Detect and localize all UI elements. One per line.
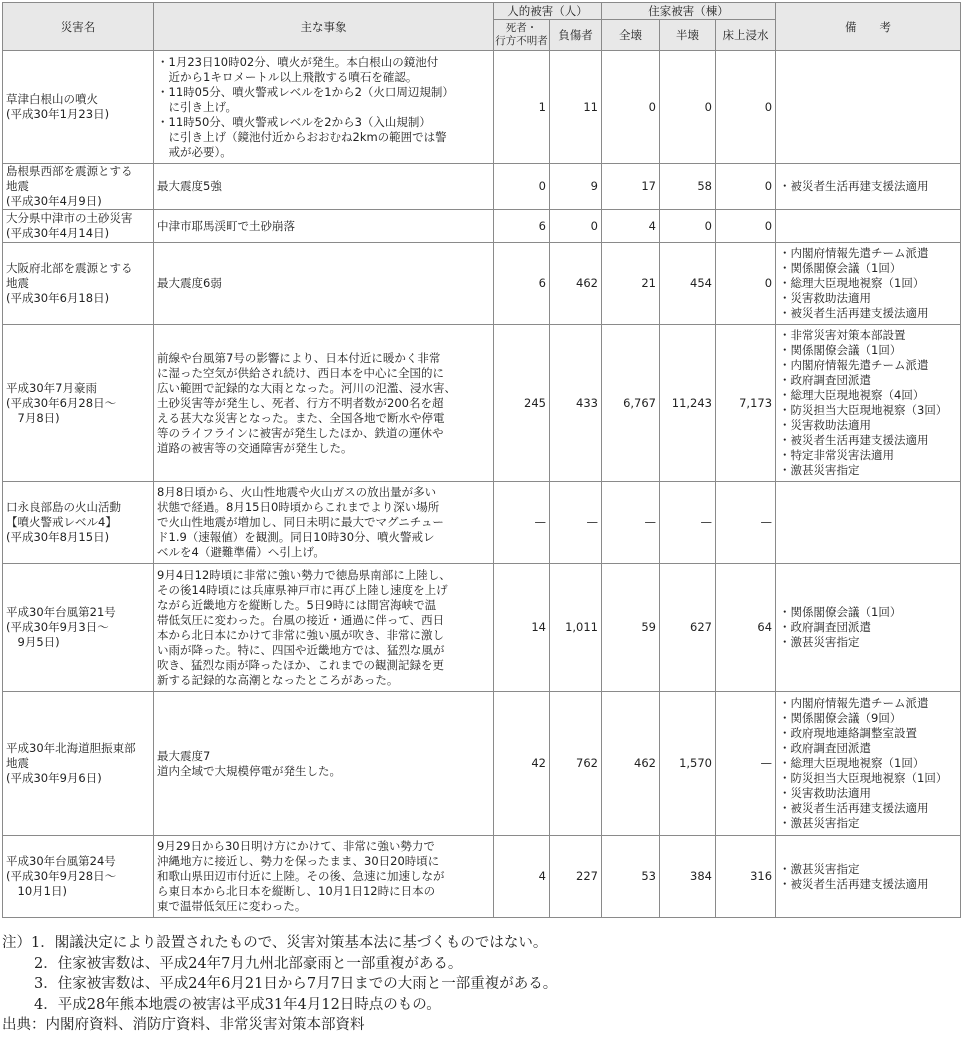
note-item: ・特定非常災害法適用 bbox=[779, 448, 895, 462]
floor-flooded-count: 0 bbox=[716, 210, 776, 243]
event-line: 中津市耶馬渓町で土砂崩落 bbox=[157, 218, 295, 233]
event-line: その後14時頃には兵庫県神戸市に再び上陸し速度を上げ bbox=[157, 582, 448, 597]
injured-count: 9 bbox=[550, 164, 602, 210]
footnote-line-1 bbox=[2, 933, 557, 954]
header-floor-flooded: 床上浸水 bbox=[716, 20, 776, 51]
floor-flooded-count: 7,173 bbox=[716, 325, 776, 482]
name-line: 平成30年台風第21号 bbox=[6, 605, 116, 619]
event-line: 帯低気圧に変わった。台風の接近・通過に伴って、西日 bbox=[157, 612, 445, 627]
event-line: 最大震度7 bbox=[157, 748, 211, 763]
note-item: ・災害救助法適用 bbox=[779, 291, 872, 305]
table-row bbox=[3, 836, 961, 918]
injured-count: 433 bbox=[550, 325, 602, 482]
note-item: ・政府調査団派遣 bbox=[779, 620, 872, 634]
name-line: (平成30年4月14日) bbox=[6, 226, 110, 240]
name-line: (平成30年6月28日〜 bbox=[6, 395, 117, 410]
disaster-name-cell bbox=[3, 51, 154, 164]
disaster-name-cell bbox=[3, 482, 154, 564]
table-row bbox=[3, 210, 961, 243]
header-dead-line-1: 死者・ bbox=[505, 22, 538, 34]
notes-cell bbox=[776, 325, 961, 482]
table-row bbox=[3, 164, 961, 210]
event-cell bbox=[154, 325, 494, 482]
event-line: に引き上げ（鏡池付近からおおむね2kmの範囲では警 bbox=[157, 129, 447, 144]
disaster-name-cell bbox=[3, 692, 154, 836]
half-destroyed-count: — bbox=[660, 482, 716, 564]
note-item: ・政府調査団派遣 bbox=[779, 741, 872, 755]
table-row bbox=[3, 243, 961, 325]
name-line: (平成30年4月9日) bbox=[6, 194, 102, 208]
name-line: 7月8日) bbox=[6, 410, 60, 425]
event-line: ・1月23日10時02分、噴火が発生。本白根山の鏡池付 bbox=[157, 54, 439, 69]
event-line: 最大震度6弱 bbox=[157, 276, 222, 290]
notes-cell bbox=[776, 836, 961, 918]
injured-count: 762 bbox=[550, 692, 602, 836]
name-line: 平成30年7月豪雨 bbox=[6, 380, 97, 395]
name-line: 地震 bbox=[6, 756, 29, 770]
source-line: 出典：内閣府資料、消防庁資料、非常災害対策本部資料 bbox=[2, 1017, 365, 1033]
event-line: 状態で経過。8月15日0時頃からこれまでより深い場所 bbox=[157, 500, 440, 514]
notes-cell bbox=[776, 51, 961, 164]
full-destroyed-count: 6,767 bbox=[602, 325, 660, 482]
dead-count: 6 bbox=[494, 243, 550, 325]
disaster-name-cell bbox=[3, 564, 154, 692]
table-row bbox=[3, 564, 961, 692]
half-destroyed-count: 454 bbox=[660, 243, 716, 325]
event-line: ながら近畿地方を縦断した。5日9時には間宮海峡で温 bbox=[157, 597, 437, 612]
event-line: ・11時05分、噴火警戒レベルを1から2（火口周辺規制） bbox=[157, 84, 454, 99]
name-line: (平成30年6月18日) bbox=[6, 291, 110, 305]
name-line: 口永良部島の火山活動 bbox=[6, 500, 121, 514]
injured-count: 11 bbox=[550, 51, 602, 164]
event-line: 8月8日頃から、火山性地震や火山ガスの放出量が多い bbox=[157, 485, 437, 499]
event-cell bbox=[154, 243, 494, 325]
notes-cell bbox=[776, 164, 961, 210]
event-line: ド1.9（速報値）を観測。同日10時30分、噴火警戒レ bbox=[157, 530, 435, 544]
footnote-item: 4．平成28年熊本地震の被害は平成31年4月12日時点のもの。 bbox=[34, 996, 441, 1013]
note-item: ・被災者生活再建支援法適用 bbox=[779, 433, 929, 447]
event-cell bbox=[154, 51, 494, 164]
header-full-destroyed: 全壊 bbox=[602, 20, 660, 51]
notes-cell bbox=[776, 692, 961, 836]
footnote-item: 2．住家被害数は、平成24年7月九州北部豪雨と一部重複がある。 bbox=[34, 955, 463, 972]
dead-count: 6 bbox=[494, 210, 550, 243]
note-item: ・内閣府情報先遣チーム派遣 bbox=[779, 246, 929, 260]
dead-count: — bbox=[494, 482, 550, 564]
disaster-name-cell bbox=[3, 243, 154, 325]
name-line: 【噴火警戒レベル4】 bbox=[6, 515, 117, 529]
floor-flooded-count: 0 bbox=[716, 51, 776, 164]
header-dead-missing bbox=[494, 20, 550, 51]
event-line: 土砂災害等が発生し、死者、行方不明者数が200名を超 bbox=[157, 395, 444, 410]
name-line: 地震 bbox=[6, 276, 29, 290]
event-line: 東で温帯低気圧に変わった。 bbox=[157, 899, 307, 913]
notes-cell bbox=[776, 210, 961, 243]
injured-count: 1,011 bbox=[550, 564, 602, 692]
name-line: 大分県中津市の土砂災害 bbox=[6, 211, 133, 225]
note-item: ・被災者生活再建支援法適用 bbox=[779, 876, 929, 891]
event-line: 9月29日から30日明け方にかけて、非常に強い勢力で bbox=[157, 839, 435, 853]
name-line: 9月5日) bbox=[6, 635, 60, 649]
footnotes bbox=[2, 933, 557, 1036]
header-injured: 負傷者 bbox=[550, 20, 602, 51]
header-house-damage: 住家被害（棟） bbox=[602, 3, 776, 20]
floor-flooded-count: 0 bbox=[716, 164, 776, 210]
note-item: ・激甚災害指定 bbox=[779, 635, 860, 649]
half-destroyed-count: 384 bbox=[660, 836, 716, 918]
event-cell bbox=[154, 164, 494, 210]
footnote-item: 1．閣議決定により設置されたもので、災害対策基本法に基づくものではない。 bbox=[31, 935, 548, 951]
note-item: ・激甚災害指定 bbox=[779, 861, 860, 876]
table-row bbox=[3, 482, 961, 564]
note-item: ・政府現地連絡調整室設置 bbox=[779, 726, 918, 740]
name-line: 平成30年北海道胆振東部 bbox=[6, 741, 136, 755]
half-destroyed-count: 0 bbox=[660, 51, 716, 164]
name-line: 草津白根山の噴火 bbox=[6, 92, 98, 106]
note-item: ・防災担当大臣現地視察（3回） bbox=[779, 403, 948, 417]
note-item: ・被災者生活再建支援法適用 bbox=[779, 179, 929, 193]
name-line: 島根県西部を震源とする bbox=[6, 164, 133, 178]
full-destroyed-count: 53 bbox=[602, 836, 660, 918]
name-line: 平成30年台風第24号 bbox=[6, 854, 116, 868]
event-line: 和歌山県田辺市付近に上陸。その後、急速に加速しなが bbox=[157, 869, 445, 883]
note-item: ・非常災害対策本部設置 bbox=[779, 328, 906, 342]
event-line: 広い範囲で記録的な大雨となった。河川の氾濫、浸水害、 bbox=[157, 380, 456, 395]
notes-cell bbox=[776, 243, 961, 325]
note-item: ・被災者生活再建支援法適用 bbox=[779, 306, 929, 320]
injured-count: 227 bbox=[550, 836, 602, 918]
header-dead-line-2: 行方不明者 bbox=[495, 35, 548, 47]
event-line: 新する記録的な高潮となったところがあった。 bbox=[157, 672, 399, 687]
event-line: 本から北日本にかけて非常に強い風が吹き、非常に激し bbox=[157, 627, 445, 642]
note-item: ・総理大臣現地視察（1回） bbox=[779, 756, 925, 770]
header-human-damage: 人的被害（人） bbox=[494, 3, 602, 20]
header-notes: 備 考 bbox=[776, 3, 961, 51]
event-line: える甚大な災害となった。また、全国各地で断水や停電 bbox=[157, 410, 445, 425]
dead-count: 4 bbox=[494, 836, 550, 918]
floor-flooded-count: — bbox=[716, 482, 776, 564]
full-destroyed-count: 0 bbox=[602, 51, 660, 164]
dead-count: 0 bbox=[494, 164, 550, 210]
floor-flooded-count: — bbox=[716, 692, 776, 836]
floor-flooded-count: 0 bbox=[716, 243, 776, 325]
full-destroyed-count: — bbox=[602, 482, 660, 564]
event-line: に湿った空気が供給され続け、西日本を中心に全国的に bbox=[157, 365, 445, 380]
event-line: 沖縄地方に接近し、勢力を保ったまま、30日20時頃に bbox=[157, 854, 440, 868]
event-line: ベルを4（避難準備）へ引上げ。 bbox=[157, 545, 325, 559]
notes-cell bbox=[776, 482, 961, 564]
event-line: 前線や台風第7号の影響により、日本付近に暖かく非常 bbox=[157, 350, 441, 365]
table-row bbox=[3, 325, 961, 482]
note-item: ・災害救助法適用 bbox=[779, 418, 872, 432]
full-destroyed-count: 21 bbox=[602, 243, 660, 325]
note-item: ・災害救助法適用 bbox=[779, 786, 872, 800]
header-main-event: 主な事象 bbox=[154, 3, 494, 51]
injured-count: 462 bbox=[550, 243, 602, 325]
note-item: ・防災担当大臣現地視察（1回） bbox=[779, 771, 948, 785]
half-destroyed-count: 58 bbox=[660, 164, 716, 210]
half-destroyed-count: 627 bbox=[660, 564, 716, 692]
name-line: 地震 bbox=[6, 179, 29, 193]
note-item: ・激甚災害指定 bbox=[779, 816, 860, 830]
event-line: 戒が必要）。 bbox=[157, 144, 232, 159]
event-line: 道内全域で大規模停電が発生した。 bbox=[157, 763, 341, 778]
full-destroyed-count: 59 bbox=[602, 564, 660, 692]
floor-flooded-count: 64 bbox=[716, 564, 776, 692]
name-line: 10月1日) bbox=[6, 884, 67, 898]
event-line: 吹き、猛烈な雨が降ったほか、これまでの観測記録を更 bbox=[157, 657, 445, 672]
note-item: ・政府調査団派遣 bbox=[779, 373, 872, 387]
header-half-destroyed: 半壊 bbox=[660, 20, 716, 51]
event-line: に引き上げ。 bbox=[157, 99, 238, 114]
note-item: ・総理大臣現地視察（1回） bbox=[779, 276, 925, 290]
event-line: 近から1キロメートル以上飛散する噴石を確認。 bbox=[157, 69, 418, 84]
disaster-name-cell bbox=[3, 325, 154, 482]
name-line: 大阪府北部を震源とする bbox=[6, 261, 133, 275]
injured-count: 0 bbox=[550, 210, 602, 243]
floor-flooded-count: 316 bbox=[716, 836, 776, 918]
note-item: ・内閣府情報先遣チーム派遣 bbox=[779, 358, 929, 372]
event-line: 9月4日12時頃に非常に強い勢力で徳島県南部に上陸し、 bbox=[157, 567, 451, 582]
dead-count: 14 bbox=[494, 564, 550, 692]
half-destroyed-count: 1,570 bbox=[660, 692, 716, 836]
note-item: ・関係閣僚会議（1回） bbox=[779, 261, 902, 275]
full-destroyed-count: 4 bbox=[602, 210, 660, 243]
event-line: い雨が降った。特に、四国や近畿地方では、猛烈な風が bbox=[157, 642, 445, 657]
disaster-name-cell bbox=[3, 210, 154, 243]
half-destroyed-count: 11,243 bbox=[660, 325, 716, 482]
dead-count: 245 bbox=[494, 325, 550, 482]
half-destroyed-count: 0 bbox=[660, 210, 716, 243]
disaster-table bbox=[2, 2, 961, 918]
event-line: 道路の被害等の交通障害が発生した。 bbox=[157, 440, 353, 455]
full-destroyed-count: 17 bbox=[602, 164, 660, 210]
event-cell bbox=[154, 482, 494, 564]
name-line: (平成30年9月6日) bbox=[6, 771, 102, 785]
event-line: で火山性地震が増加し、同日未明に最大でマグニチュー bbox=[157, 515, 444, 529]
table-row bbox=[3, 692, 961, 836]
event-line: ・11時50分、噴火警戒レベルを2から3（入山規制） bbox=[157, 114, 431, 129]
note-item: ・関係閣僚会議（1回） bbox=[779, 343, 902, 357]
name-line: (平成30年8月15日) bbox=[6, 530, 110, 544]
event-cell bbox=[154, 836, 494, 918]
note-item: ・関係閣僚会議（1回） bbox=[779, 605, 902, 619]
name-line: (平成30年9月28日〜 bbox=[6, 869, 117, 883]
full-destroyed-count: 462 bbox=[602, 692, 660, 836]
note-item: ・激甚災害指定 bbox=[779, 463, 860, 477]
disaster-name-cell bbox=[3, 164, 154, 210]
note-item: ・総理大臣現地視察（4回） bbox=[779, 388, 925, 402]
event-cell bbox=[154, 210, 494, 243]
injured-count: — bbox=[550, 482, 602, 564]
disaster-name-cell bbox=[3, 836, 154, 918]
event-cell bbox=[154, 692, 494, 836]
event-cell bbox=[154, 564, 494, 692]
header-disaster-name: 災害名 bbox=[3, 3, 154, 51]
footnote-label: 注） bbox=[2, 935, 31, 951]
event-line: 等のライフラインに被害が発生したほか、鉄道の運休や bbox=[157, 425, 444, 440]
note-item: ・被災者生活再建支援法適用 bbox=[779, 801, 929, 815]
dead-count: 42 bbox=[494, 692, 550, 836]
name-line: (平成30年9月3日〜 bbox=[6, 620, 109, 634]
event-line: ら東日本から北日本を縦断し、10月1日12時に日本の bbox=[157, 884, 436, 898]
notes-cell bbox=[776, 564, 961, 692]
footnote-item: 3．住家被害数は、平成24年6月21日から7月7日までの大雨と一部重複がある。 bbox=[34, 976, 558, 992]
name-line: (平成30年1月23日) bbox=[6, 107, 110, 121]
note-item: ・内閣府情報先遣チーム派遣 bbox=[779, 696, 929, 710]
table-row bbox=[3, 51, 961, 164]
event-line: 最大震度5強 bbox=[157, 179, 222, 193]
dead-count: 1 bbox=[494, 51, 550, 164]
note-item: ・関係閣僚会議（9回） bbox=[779, 711, 902, 725]
